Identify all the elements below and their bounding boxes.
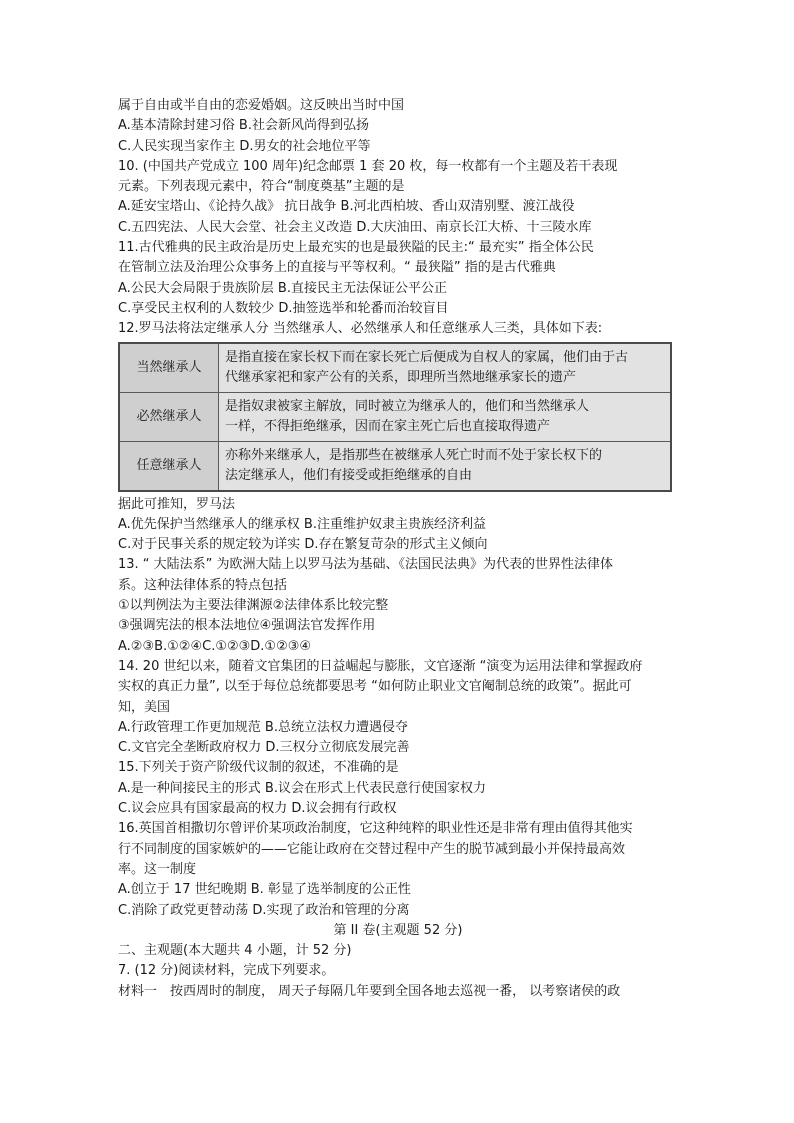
description-line: 一样，不得拒绝继承，因而在家主死亡后也直接取得遗产 <box>225 418 551 434</box>
text-line: 16.英国首相撒切尔曾评价某项政治制度，它这种纯粹的职业性还是非常有理由值得其他实 <box>118 821 633 837</box>
text-line: A.优先保护当然继承人的继承权 B.注重维护奴隶主贵族经济利益 <box>118 516 486 532</box>
text-line: 在管制立法及治理公众事务上的直接与平等权利。“ 最狭隘” 指的是古代雅典 <box>118 260 556 276</box>
text-line: 13. “ 大陆法系” 为欧洲大陆上以罗马法为基础、《法国民法典》为代表的世界性法律体 <box>118 557 614 573</box>
heir-table <box>118 342 672 492</box>
description-line: 是指奴隶被家主解放，同时被立为继承人的，他们和当然继承人 <box>225 398 590 414</box>
text-line: A.基本清除封建习俗 B.社会新风尚得到弘扬 <box>118 118 369 134</box>
heir-type-cell: 必然继承人 <box>119 392 219 441</box>
text-line: 二、主观题(本大题共 4 小题，计 52 分) <box>118 943 352 959</box>
text-line: C.人民实现当家作主 D.男女的社会地位平等 <box>118 138 371 154</box>
text-line: 知，美国 <box>118 699 171 715</box>
text-line: ③强调宪法的根本法地位④强调法官发挥作用 <box>118 618 376 634</box>
heir-description-cell <box>219 441 672 491</box>
table-row <box>119 441 671 491</box>
text-line: C.对于民事关系的规定较为详实 D.存在繁复苛杂的形式主义倾向 <box>118 537 488 553</box>
question-lines-end <box>118 941 678 1002</box>
text-line: A.行政管理工作更加规范 B.总统立法权力遭遇侵夺 <box>118 719 408 735</box>
text-line: 12.罗马法将法定继承人分 当然继承人、必然继承人和任意继承人三类，具体如下表: <box>118 321 603 337</box>
text-line: 属于自由或半自由的恋爱婚姻。这反映出当时中国 <box>118 98 405 113</box>
text-line: A.公民大会局限于贵族阶层 B.直接民主无法保证公平公正 <box>118 280 447 296</box>
text-line: 率。这一制度 <box>118 861 197 877</box>
text-line: 元素。下列表现元素中，符合“制度奠基”主题的是 <box>118 179 405 195</box>
text-line: ①以判例法为主要法律渊源②法律体系比较完整 <box>118 598 389 614</box>
question-lines-bottom <box>118 495 678 921</box>
description-line: 法定继承人，他们有接受或拒绝继承的自由 <box>225 467 473 483</box>
text-line: A.②③B.①②④C.①②③D.①②③④ <box>118 638 312 654</box>
table-row <box>119 392 671 441</box>
text-line: C.文官完全垄断政府权力 D.三权分立彻底发展完善 <box>118 740 410 756</box>
text-line: 7. (12 分)阅读材料，完成下列要求。 <box>118 963 335 979</box>
heir-type-cell: 当然继承人 <box>119 343 219 393</box>
heir-description-cell <box>219 343 672 393</box>
text-line: 14. 20 世纪以来，随着文官集团的日益崛起与膨胀，文官逐渐 “演变为运用法律和掌握政府 <box>118 658 643 674</box>
text-line: 行不同制度的国家嫉妒的——它能让政府在交替过程中产生的脱节减到最小并保持最高效 <box>118 841 626 857</box>
section-title: 第 II 卷(主观题 52 分) <box>333 922 463 938</box>
table-row <box>119 343 671 393</box>
text-line: C.享受民主权利的人数较少 D.抽签选举和轮番而治较盲目 <box>118 300 449 316</box>
description-line: 代继承家祀和家产公有的关系，即理所当然地继承家长的遗产 <box>225 369 577 385</box>
heir-description-cell <box>219 392 672 441</box>
text-line: A.是一种间接民主的形式 B.议会在形式上代表民意行使国家权力 <box>118 780 486 796</box>
text-line: C.消除了政党更替动荡 D.实现了政治和管理的分离 <box>118 902 410 918</box>
description-line: 亦称外来继承人，是指那些在被继承人死亡时而不处于家长权下的 <box>225 447 603 463</box>
question-lines-top <box>118 96 678 340</box>
heir-type-cell: 任意继承人 <box>119 441 219 491</box>
text-line: 15.下列关于资产阶级代议制的叙述，不准确的是 <box>118 760 399 776</box>
text-line: A.创立于 17 世纪晚期 B. 彰显了选举制度的公正性 <box>118 882 411 898</box>
text-line: 实权的真正力量”, 以至于每位总统都要思考 “如何防止职业文官阉制总统的政策”。据此可 <box>118 679 632 695</box>
text-line: 系。这种法律体系的特点包括 <box>118 577 288 593</box>
text-line: C.议会应具有国家最高的权力 D.议会拥有行政权 <box>118 801 397 817</box>
description-line: 是指直接在家长权下而在家长死亡后便成为自权人的家属，他们由于古 <box>225 349 629 365</box>
text-line: 据此可推知，罗马法 <box>118 496 236 512</box>
text-line: 10. (中国共产党成立 100 周年)纪念邮票 1 套 20 枚，每一枚都有一个主题及若干表现 <box>118 158 618 174</box>
text-line: 11.古代雅典的民主政治是历史上最充实的也是最狭隘的民主:“ 最充实” 指全体公民 <box>118 240 594 256</box>
text-line: C.五四宪法、人民大会堂、社会主义改造 D.大庆油田、南京长江大桥、十三陵水库 <box>118 219 592 235</box>
text-line: A.延安宝塔山、《论持久战》 抗日战争 B.河北西柏坡、香山双清别墅、渡江战役 <box>118 199 575 215</box>
text-line: 材料一 按西周时的制度， 周天子每隔几年要到全国各地去巡视一番， 以考察诸侯的政 <box>118 983 621 999</box>
page-content <box>118 96 678 1002</box>
